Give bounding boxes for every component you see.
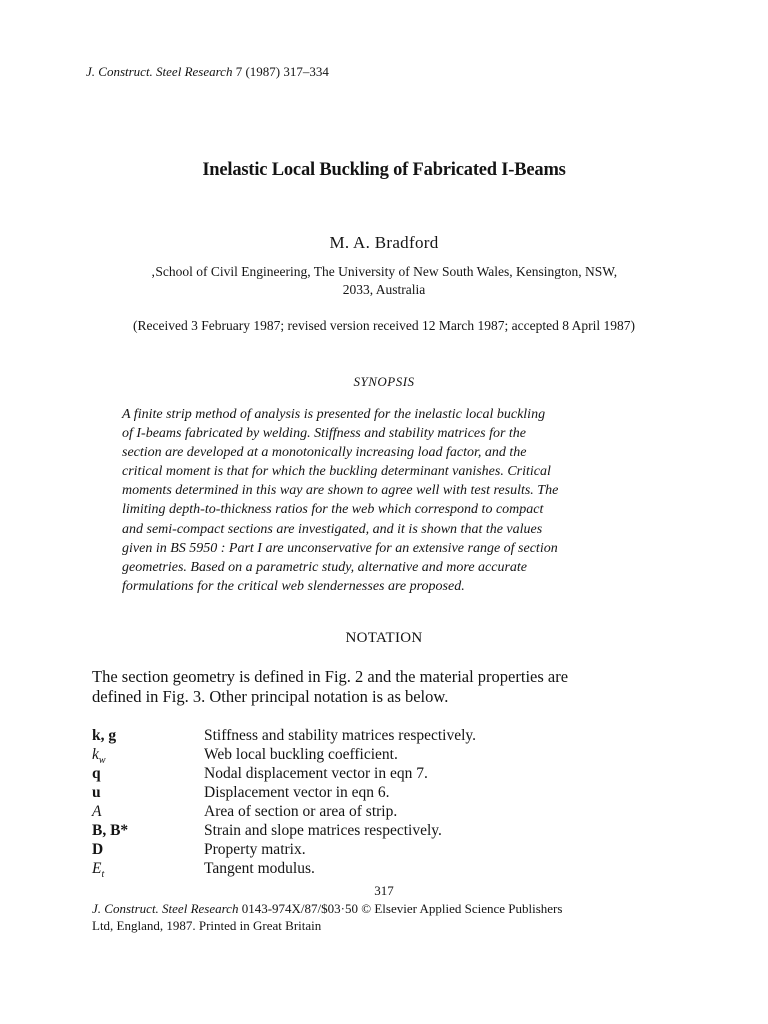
synopsis-line: geometries. Based on a parametric study, alternative and more accurate <box>122 559 528 575</box>
synopsis-line: formulations for the critical web slendernesses are proposed. <box>122 578 465 594</box>
footer-line-1 <box>92 900 562 917</box>
synopsis-line: critical moment is that for which the buckling determinant vanishes. Critical <box>122 464 551 480</box>
notation-symbol-subscript: w <box>98 755 106 767</box>
synopsis-line: and semi-compact sections are investigated, and it is shown that the values <box>122 521 543 537</box>
affiliation-line-1: ‚School of Civil Engineering, The University of New South Wales, Kensington, NSW, <box>150 264 618 279</box>
notation-symbol: A <box>92 803 102 820</box>
notation-symbol-subscript: t <box>101 869 105 881</box>
notation-intro-line-2: defined in Fig. 3. Other principal notation is as below. <box>92 687 449 706</box>
journal-citation <box>86 64 329 80</box>
synopsis-line: given in BS 5950 : Part I are unconservative for an extensive range of section <box>122 540 558 556</box>
author-name: M. A. Bradford <box>329 233 439 252</box>
synopsis-line: section are developed at a monotonically increasing load factor, and the <box>122 445 527 461</box>
journal-reference: 7 (1987) 317–334 <box>235 64 329 79</box>
synopsis-line: of I-beams fabricated by welding. Stiffness and stability matrices for the <box>122 426 527 442</box>
notation-description: Strain and slope matrices respectively. <box>204 822 442 839</box>
footer-issn-copyright: 0143-974X/87/$03·50 © Elsevier Applied Science Publishers <box>241 901 563 916</box>
synopsis-heading: SYNOPSIS <box>353 374 415 389</box>
notation-symbol <box>92 859 202 884</box>
notation-description: Stiffness and stability matrices respectively. <box>204 727 477 744</box>
notation-symbol-base: k <box>92 746 99 763</box>
paper-title: Inelastic Local Buckling of Fabricated I-Beams <box>202 160 566 180</box>
notation-intro-line-1: The section geometry is defined in Fig. 2 and the material properties are <box>92 667 569 686</box>
notation-description: Property matrix. <box>204 841 306 858</box>
footer-line-2: Ltd, England, 1987. Printed in Great Britain <box>92 918 322 933</box>
footer-publication-info <box>92 900 562 934</box>
notation-symbol-base: E <box>92 860 102 877</box>
affiliation <box>0 263 768 299</box>
notation-heading: NOTATION <box>345 630 423 646</box>
notation-description: Tangent modulus. <box>204 860 315 877</box>
notation-description: Nodal displacement vector in eqn 7. <box>204 765 428 782</box>
synopsis-line: A finite strip method of analysis is presented for the inelastic local buckling <box>122 407 546 422</box>
notation-symbol: q <box>92 765 101 782</box>
notation-symbol: D <box>92 841 104 858</box>
notation-intro <box>92 667 568 707</box>
notation-symbol: B, B* <box>92 822 129 839</box>
notation-description: Web local buckling coefficient. <box>204 746 398 763</box>
notation-symbol: k, g <box>92 727 117 744</box>
footer-journal-name: J. Construct. Steel Research <box>92 901 239 916</box>
notation-description: Displacement vector in eqn 6. <box>204 784 390 801</box>
affiliation-line-2: 2033, Australia <box>342 282 426 297</box>
journal-name: J. Construct. Steel Research <box>86 64 233 79</box>
synopsis-line: limiting depth-to-thickness ratios for the web which correspond to compact <box>122 502 544 518</box>
received-dates: (Received 3 February 1987; revised version received 12 March 1987; accepted 8 April 1987) <box>133 318 635 333</box>
page-number: 317 <box>374 883 394 898</box>
notation-description: Area of section or area of strip. <box>204 803 398 820</box>
notation-symbol: u <box>92 784 101 801</box>
synopsis-body <box>122 405 558 596</box>
synopsis-line: moments determined in this way are shown to agree well with test results. The <box>122 483 559 499</box>
